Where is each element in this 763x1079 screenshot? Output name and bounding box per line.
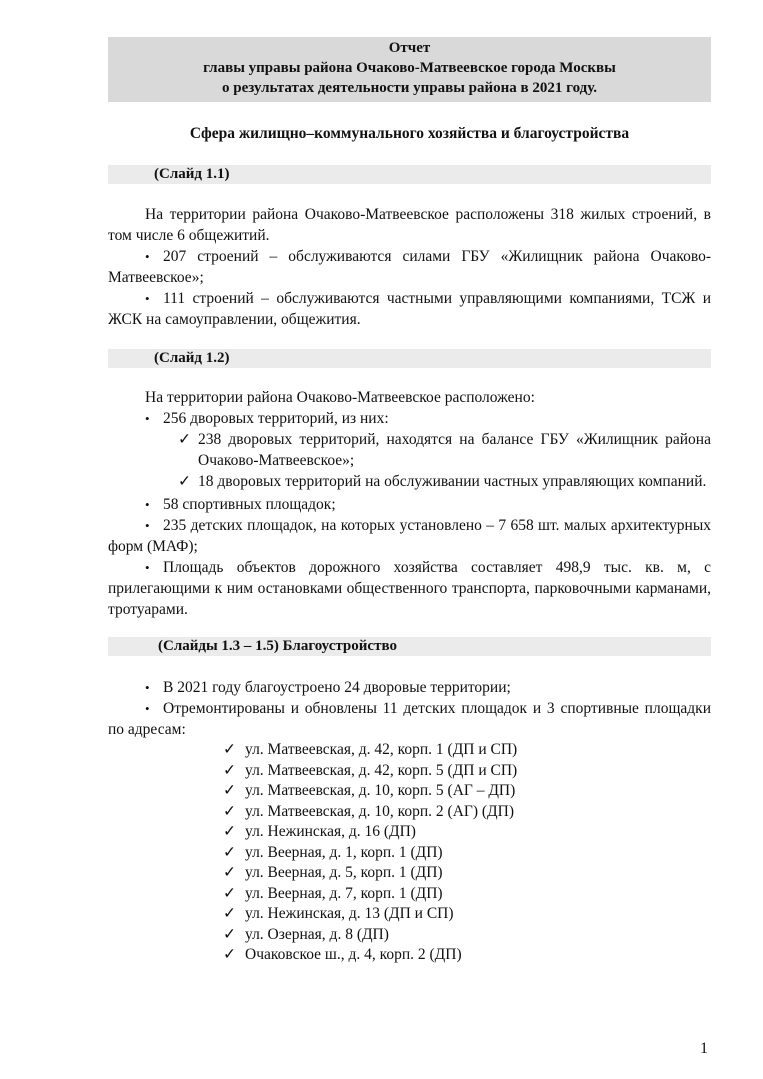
list-item [108,515,711,557]
list-item [108,698,711,740]
list-item-text: 207 строений – обслуживаются силами ГБУ «Жилищник района Очаково-Матвеевское»; [108,248,711,286]
address-item [108,843,711,864]
list-item [108,288,711,330]
address-item [108,925,711,946]
report-title-box [108,37,711,102]
address-text: ул. Матвеевская, д. 42, корп. 5 (ДП и СП) [245,761,518,779]
report-title-line-1: Отчет [388,40,431,56]
list-item-text: 235 детских площадок, на которых установлено – 7 658 шт. малых архитектурных форм (МАФ); [108,517,711,555]
address-text: ул. Нежинская, д. 13 (ДП и СП) [245,905,454,922]
list-item-text: Площадь объектов дорожного хозяйства составляет 498,9 тыс. кв. м, с прилегающими к ним остановками общественного транспорта, парковочными карманами, тротуарами. [108,559,711,618]
page-number: 1 [700,1040,708,1057]
address-text: ул. Веерная, д. 1, корп. 1 (ДП) [245,843,443,861]
address-text: ул. Веерная, д. 7, корп. 1 (ДП) [245,884,443,902]
document-page [108,37,711,966]
report-title-line-2: главы управы района Очаково-Матвеевское города Москвы [203,60,616,76]
check-item-text: 238 дворовых территорий, находятся на балансе ГБУ «Жилищник района Очаково-Матвеевское»; [198,431,711,469]
address-text: ул. Матвеевская, д. 42, корп. 1 (ДП и СП) [245,741,518,758]
list-item-text: 256 дворовых территорий, из них: [163,410,389,427]
address-text: ул. Матвеевская, д. 10, корп. 2 (АГ) (ДП) [245,802,514,820]
list-item [108,494,711,515]
list-item [108,677,711,698]
checkmark-icon: ✓ [223,843,236,861]
check-item [108,429,711,471]
list-item-text: 111 строений – обслуживаются частными управляющими компаниями, ТСЖ и ЖСК на самоуправлении, общежития. [108,290,711,328]
section-title: Сфера жилищно–коммунального хозяйства и благоустройства [189,125,630,142]
slide-1-1-intro: На территории района Очаково-Матвеевское расположены 318 жилых строений, в том числе 6 общежитий. [108,206,711,244]
slide-1-2-intro: На территории района Очаково-Матвеевское расположено: [145,389,535,406]
address-item [108,761,711,782]
slides-1-3-1-5-header: (Слайды 1.3 – 1.5) Благоустройство [108,637,711,656]
list-item [108,246,711,288]
list-item-text: 58 спортивных площадок; [163,496,336,513]
checkmark-icon: ✓ [178,431,191,448]
bullet-icon: • [145,249,150,264]
address-text: Очаковское ш., д. 4, корп. 2 (ДП) [245,946,462,963]
address-item [108,863,711,884]
checkmark-icon: ✓ [223,864,236,881]
checkmark-icon: ✓ [178,473,191,490]
slide-1-1-header: (Слайд 1.1) [108,165,711,184]
checkmark-icon: ✓ [223,802,236,820]
address-text: ул. Нежинская, д. 16 (ДП) [245,823,416,840]
bullet-icon: • [145,411,150,426]
slide-1-2-header: (Слайд 1.2) [108,349,711,368]
checkmark-icon: ✓ [223,946,236,963]
address-item [108,884,711,905]
bullet-icon: • [145,518,150,533]
checkmark-icon: ✓ [223,761,236,779]
address-item [108,740,711,761]
list-item-text: В 2021 году благоустроено 24 дворовые территории; [163,679,511,696]
checkmark-icon: ✓ [223,925,236,943]
report-title-line-3: о результатах деятельности управы района в 2021 году. [222,80,597,96]
address-text: ул. Озерная, д. 8 (ДП) [245,925,389,943]
checkmark-icon: ✓ [223,782,236,799]
address-item [108,781,711,802]
bullet-icon: • [145,291,150,306]
check-item-text: 18 дворовых территорий на обслуживании частных управляющих компаний. [198,473,707,490]
checkmark-icon: ✓ [223,741,236,758]
address-item [108,904,711,925]
checkmark-icon: ✓ [223,905,236,922]
checkmark-icon: ✓ [223,823,236,840]
address-item [108,802,711,823]
check-item [108,471,711,492]
address-item [108,945,711,966]
bullet-icon: • [145,497,150,512]
address-text: ул. Матвеевская, д. 10, корп. 5 (АГ – ДП) [245,782,516,799]
address-list [108,740,711,966]
list-item [108,408,711,429]
bullet-icon: • [145,701,150,716]
bullet-icon: • [145,680,150,695]
address-text: ул. Веерная, д. 5, корп. 1 (ДП) [245,864,443,881]
checkmark-icon: ✓ [223,884,236,902]
bullet-icon: • [145,560,150,575]
address-item [108,822,711,843]
list-item-text: Отремонтированы и обновлены 11 детских площадок и 3 спортивные площадки по адресам: [108,700,711,738]
list-item [108,557,711,620]
